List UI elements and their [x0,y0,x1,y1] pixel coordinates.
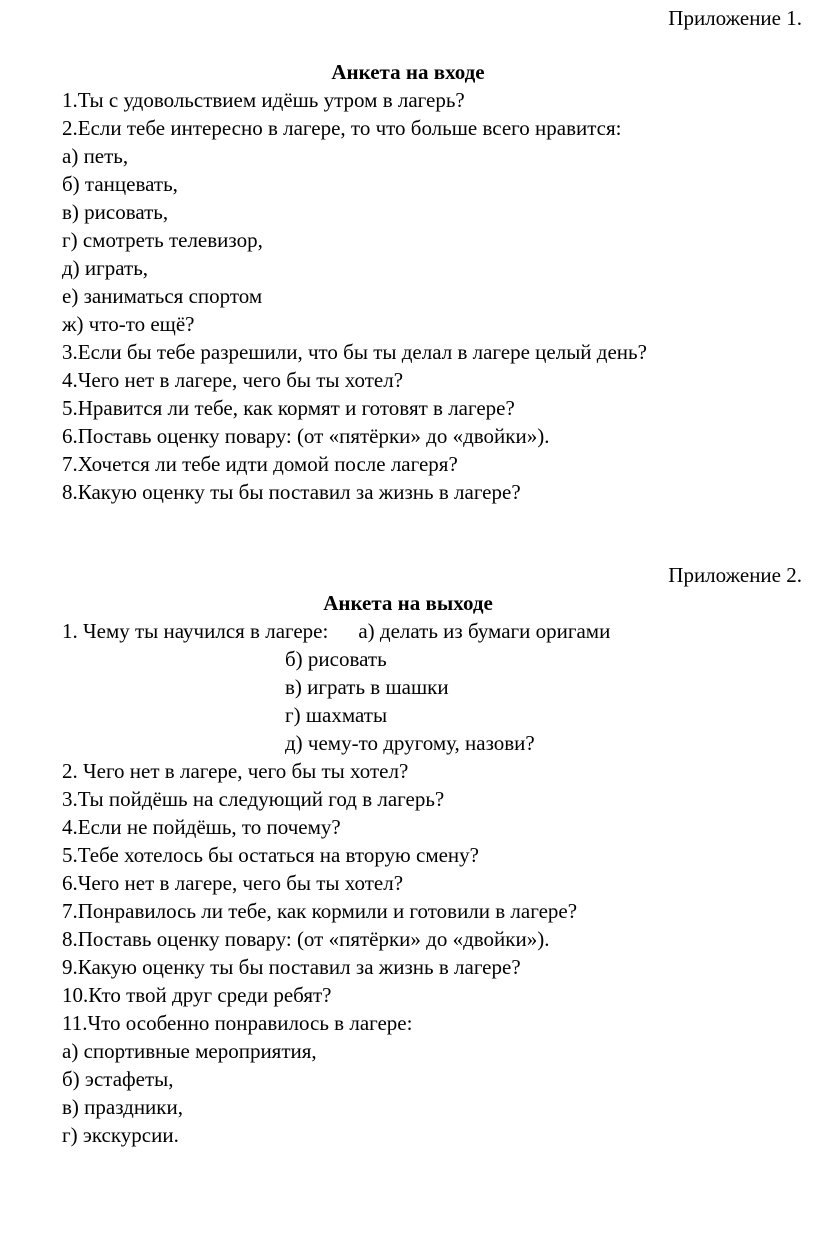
a2-line: в) праздники, [62,1095,183,1119]
a1-line: г) смотреть телевизор, [62,228,263,252]
a2-line: 11.Что особенно понравилось в лагере: [62,1011,413,1035]
a2-line: а) спортивные мероприятия, [62,1039,317,1063]
a2-question-1 [62,618,610,645]
a2-question-1-text: 1. Чему ты научился в лагере: [62,619,329,643]
appendix-2-title: Анкета на выходе [323,591,493,615]
a1-line: в) рисовать, [62,200,169,224]
a2-line: 6.Чего нет в лагере, чего бы ты хотел? [62,871,404,895]
a2-q1-option: д) чему-то другому, назови? [285,731,535,755]
a1-line: 3.Если бы тебе разрешили, что бы ты делал в лагере целый день? [62,340,647,364]
a1-line: 7.Хочется ли тебе идти домой после лагеря? [62,452,458,476]
a1-line: 8.Какую оценку ты бы поставил за жизнь в лагере? [62,480,521,504]
a2-line: 7.Понравилось ли тебе, как кормили и готовили в лагере? [62,899,578,923]
a2-line: 9.Какую оценку ты бы поставил за жизнь в лагере? [62,955,521,979]
a1-line: 6.Поставь оценку повару: (от «пятёрки» до «двойки»). [62,424,550,448]
a1-line: ж) что-то ещё? [62,312,195,336]
a2-line: 5.Тебе хотелось бы остаться на вторую смену? [62,843,479,867]
a1-line: 1.Ты с удовольствием идёшь утром в лагерь? [62,88,465,112]
a2-q1-option: в) играть в шашки [285,675,449,699]
a2-line: 3.Ты пойдёшь на следующий год в лагерь? [62,787,445,811]
a2-line: б) эстафеты, [62,1067,174,1091]
a2-line: 4.Если не пойдёшь, то почему? [62,815,341,839]
a2-q1-option: б) рисовать [285,647,387,671]
a2-line: 10.Кто твой друг среди ребят? [62,983,332,1007]
a1-line: а) петь, [62,144,129,168]
a1-line: д) играть, [62,256,149,280]
a2-question-1-option-a: а) делать из бумаги оригами [358,619,611,643]
appendix-2-label: Приложение 2. [668,563,802,587]
a2-line: г) экскурсии. [62,1123,179,1147]
a1-line: е) заниматься спортом [62,284,263,308]
a1-line: 2.Если тебе интересно в лагере, то что больше всего нравится: [62,116,622,140]
a2-line: 2. Чего нет в лагере, чего бы ты хотел? [62,759,409,783]
a2-q1-option: г) шахматы [285,703,388,727]
a1-line: б) танцевать, [62,172,178,196]
a1-line: 5.Нравится ли тебе, как кормят и готовят в лагере? [62,396,515,420]
appendix-1-title: Анкета на входе [331,60,485,84]
a1-line: 4.Чего нет в лагере, чего бы ты хотел? [62,368,404,392]
a2-line: 8.Поставь оценку повару: (от «пятёрки» до «двойки»). [62,927,550,951]
appendix-1-label: Приложение 1. [668,6,802,30]
